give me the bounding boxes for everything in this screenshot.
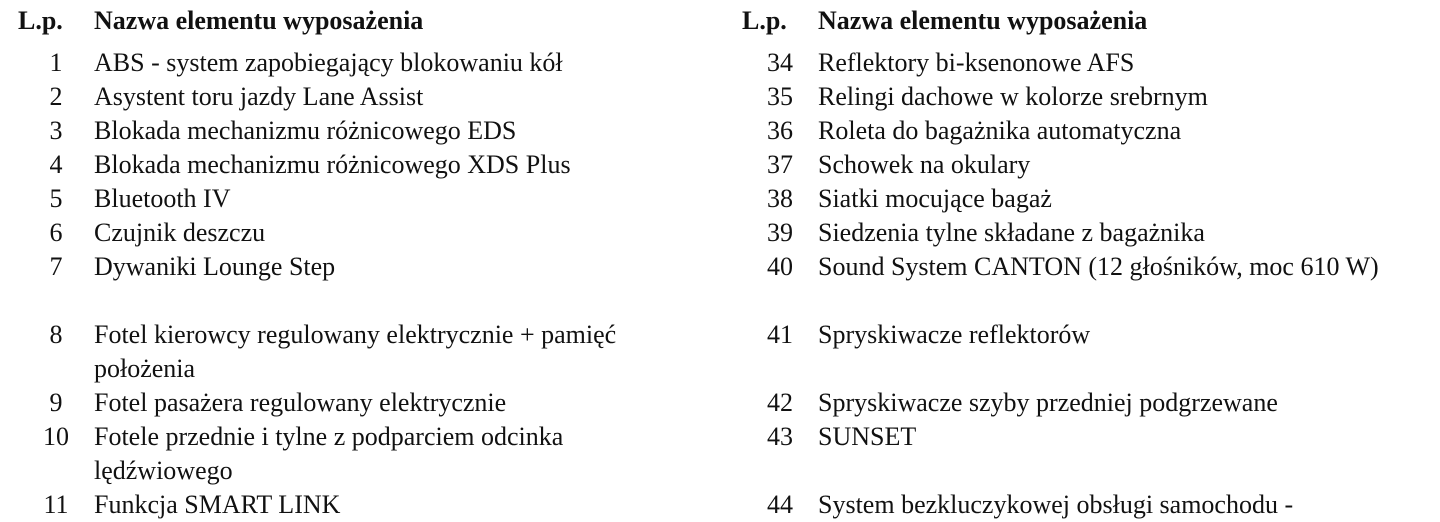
row-number: 44	[767, 490, 793, 519]
table-row	[742, 420, 1432, 488]
row-name: Siatki mocujące bagaż	[818, 184, 1052, 213]
row-name: Siedzenia tylne składane z bagażnika	[818, 218, 1205, 247]
name-header: Nazwa elementu wyposażenia	[94, 6, 424, 35]
row-number: 8	[49, 320, 63, 349]
row-number: 6	[49, 218, 63, 247]
row-name: Roleta do bagażnika automatyczna	[818, 116, 1182, 145]
row-number: 11	[43, 490, 69, 519]
row-name: Schowek na okulary	[818, 150, 1031, 179]
table-row	[18, 182, 708, 216]
table-row	[742, 318, 1432, 386]
lp-header: L.p.	[742, 6, 787, 35]
row-name: Funkcja SMART LINK	[94, 490, 341, 519]
table-row	[742, 148, 1432, 182]
row-number: 42	[767, 388, 793, 417]
table-row	[742, 386, 1432, 420]
row-number: 40	[767, 252, 793, 281]
table-row	[742, 488, 1432, 522]
table-header-row	[18, 4, 708, 46]
row-number: 4	[49, 150, 63, 179]
row-number: 7	[49, 252, 63, 281]
row-name: Bluetooth IV	[94, 184, 231, 213]
row-name: Czujnik deszczu	[94, 218, 266, 247]
row-name: Dywaniki Lounge Step	[94, 252, 336, 281]
table-row	[18, 80, 708, 114]
table-row	[18, 318, 708, 386]
row-number: 9	[49, 388, 63, 417]
name-header: Nazwa elementu wyposażenia	[818, 6, 1148, 35]
row-number: 37	[767, 150, 793, 179]
row-name: Blokada mechanizmu różnicowego EDS	[94, 116, 517, 145]
row-name: Spryskiwacze reflektorów	[818, 320, 1091, 349]
row-name: ABS - system zapobiegający blokowaniu kół	[94, 48, 563, 77]
row-number: 41	[767, 320, 793, 349]
table-row	[18, 114, 708, 148]
equipment-table-right	[742, 4, 1432, 522]
table-row	[742, 46, 1432, 80]
row-name: System bezkluczykowej obsługi samochodu -	[818, 490, 1294, 519]
row-number: 1	[49, 48, 63, 77]
row-number: 5	[49, 184, 63, 213]
row-name: Reflektory bi-ksenonowe AFS	[818, 48, 1135, 77]
lp-header: L.p.	[18, 6, 63, 35]
table-row	[18, 216, 708, 250]
row-number: 35	[767, 82, 793, 111]
table-row	[742, 80, 1432, 114]
row-number: 10	[43, 422, 69, 451]
equipment-table-left	[18, 4, 708, 522]
table-row	[18, 46, 708, 80]
table-row	[18, 386, 708, 420]
table-row	[742, 114, 1432, 148]
row-number: 2	[49, 82, 63, 111]
table-row	[742, 216, 1432, 250]
table-header-row	[742, 4, 1432, 46]
table-row	[18, 420, 708, 488]
row-name: SUNSET	[818, 422, 917, 451]
table-row	[18, 488, 708, 522]
row-number: 34	[767, 48, 793, 77]
row-number: 38	[767, 184, 793, 213]
row-name: Relingi dachowe w kolorze srebrnym	[818, 82, 1208, 111]
row-name: Fotel kierowcy regulowany elektrycznie + pamięć położenia	[94, 320, 617, 383]
row-name: Sound System CANTON (12 głośników, moc 610 W)	[818, 252, 1379, 281]
row-number: 36	[767, 116, 793, 145]
table-row	[18, 250, 708, 318]
row-number: 43	[767, 422, 793, 451]
row-number: 39	[767, 218, 793, 247]
row-number: 3	[49, 116, 63, 145]
row-name: Fotel pasażera regulowany elektrycznie	[94, 388, 507, 417]
row-name: Asystent toru jazdy Lane Assist	[94, 82, 424, 111]
table-row	[18, 148, 708, 182]
row-name: Blokada mechanizmu różnicowego XDS Plus	[94, 150, 571, 179]
table-row	[742, 182, 1432, 216]
table-row	[742, 250, 1432, 318]
row-name: Fotele przednie i tylne z podparciem odcinka lędźwiowego	[94, 422, 564, 485]
row-name: Spryskiwacze szyby przedniej podgrzewane	[818, 388, 1278, 417]
